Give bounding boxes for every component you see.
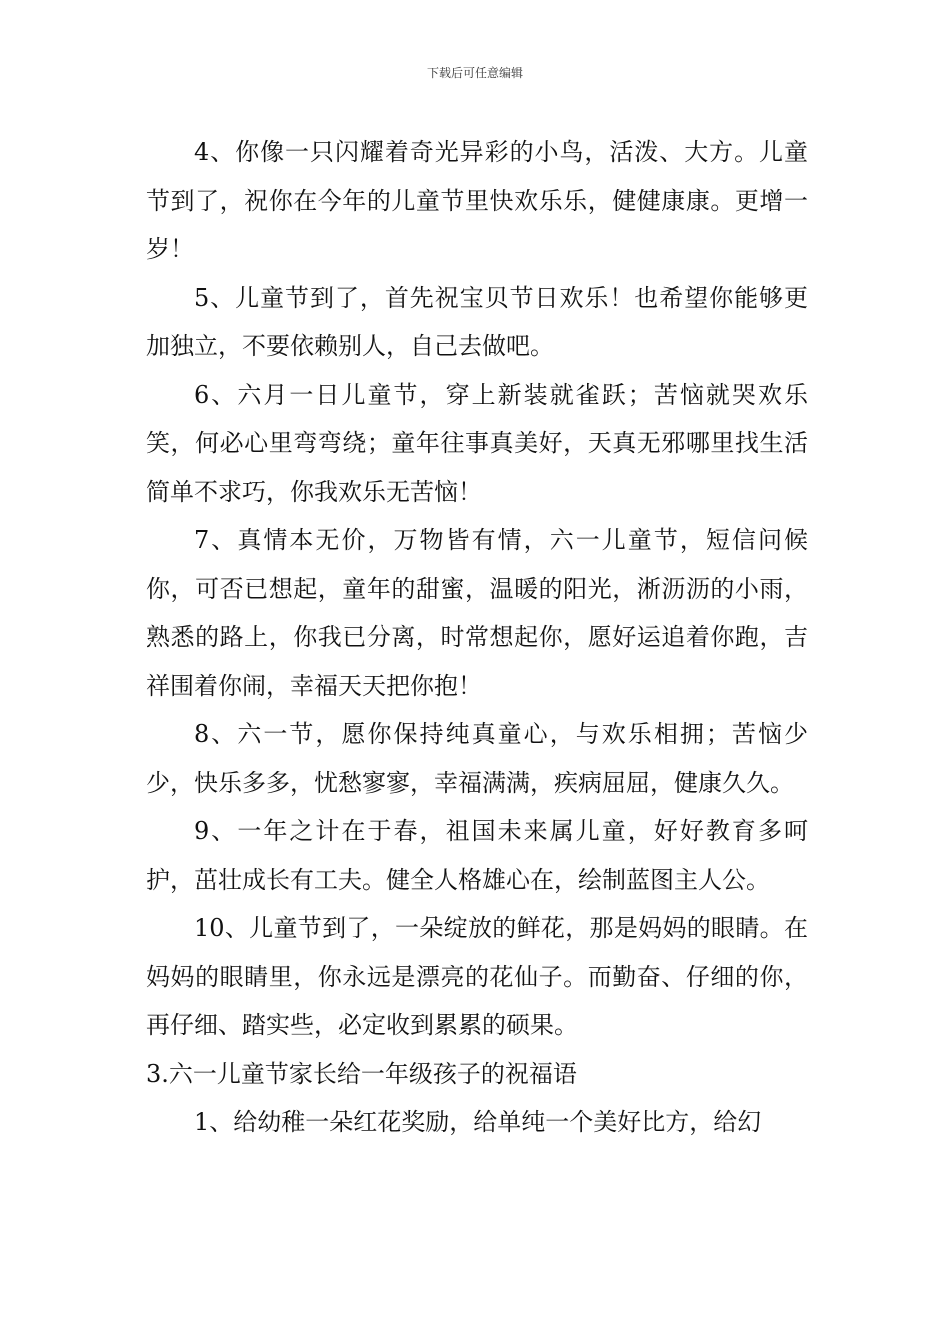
paragraph-wish-9: 9、一年之计在于春，祖国未来属儿童，好好教育多呵护，茁壮成长有工夫。健全人格雄心在，绘制蓝图主人公。 xyxy=(146,817,808,894)
paragraph-wish-4: 4、你像一只闪耀着奇光异彩的小鸟，活泼、大方。儿童节到了，祝你在今年的儿童节里快欢乐乐，健健康康。更增一岁！ xyxy=(146,138,808,263)
section-heading: 3.六一儿童节家长给一年级孩子的祝福语 xyxy=(146,1059,577,1088)
paragraph-wish-5: 5、儿童节到了，首先祝宝贝节日欢乐！也希望你能够更加独立，不要依赖别人，自己去做吧。 xyxy=(146,283,808,360)
paragraph-wish-1: 1、给幼稚一朵红花奖励，给单纯一个美好比方，给幻 xyxy=(194,1108,762,1136)
paragraph-wish-8: 8、六一节，愿你保持纯真童心，与欢乐相拥；苦恼少少，快乐多多，忧愁寥寥，幸福满满，疾病屈屈，健康久久。 xyxy=(146,720,808,797)
paragraph-wish-6: 6、六月一日儿童节，穿上新装就雀跃；苦恼就哭欢乐笑，何必心里弯弯绕；童年往事真美好，天真无邪哪里找生活简单不求巧，你我欢乐无苦恼！ xyxy=(146,380,808,506)
page-header: 下载后可任意编辑 xyxy=(426,66,523,80)
paragraph-wish-7: 7、真情本无价，万物皆有情，六一儿童节，短信问候你，可否已想起，童年的甜蜜，温暖的阳光，淅沥沥的小雨，熟悉的路上，你我已分离，时常想起你，愿好运追着你跑，吉祥围着你闹，幸福天天把你抱！ xyxy=(146,526,808,700)
paragraph-wish-10: 10、儿童节到了，一朵绽放的鲜花，那是妈妈的眼睛。在妈妈的眼睛里，你永远是漂亮的花仙子。而勤奋、仔细的你，再仔细、踏实些，必定收到累累的硕果。 xyxy=(146,914,808,1039)
document-body xyxy=(146,128,808,1147)
